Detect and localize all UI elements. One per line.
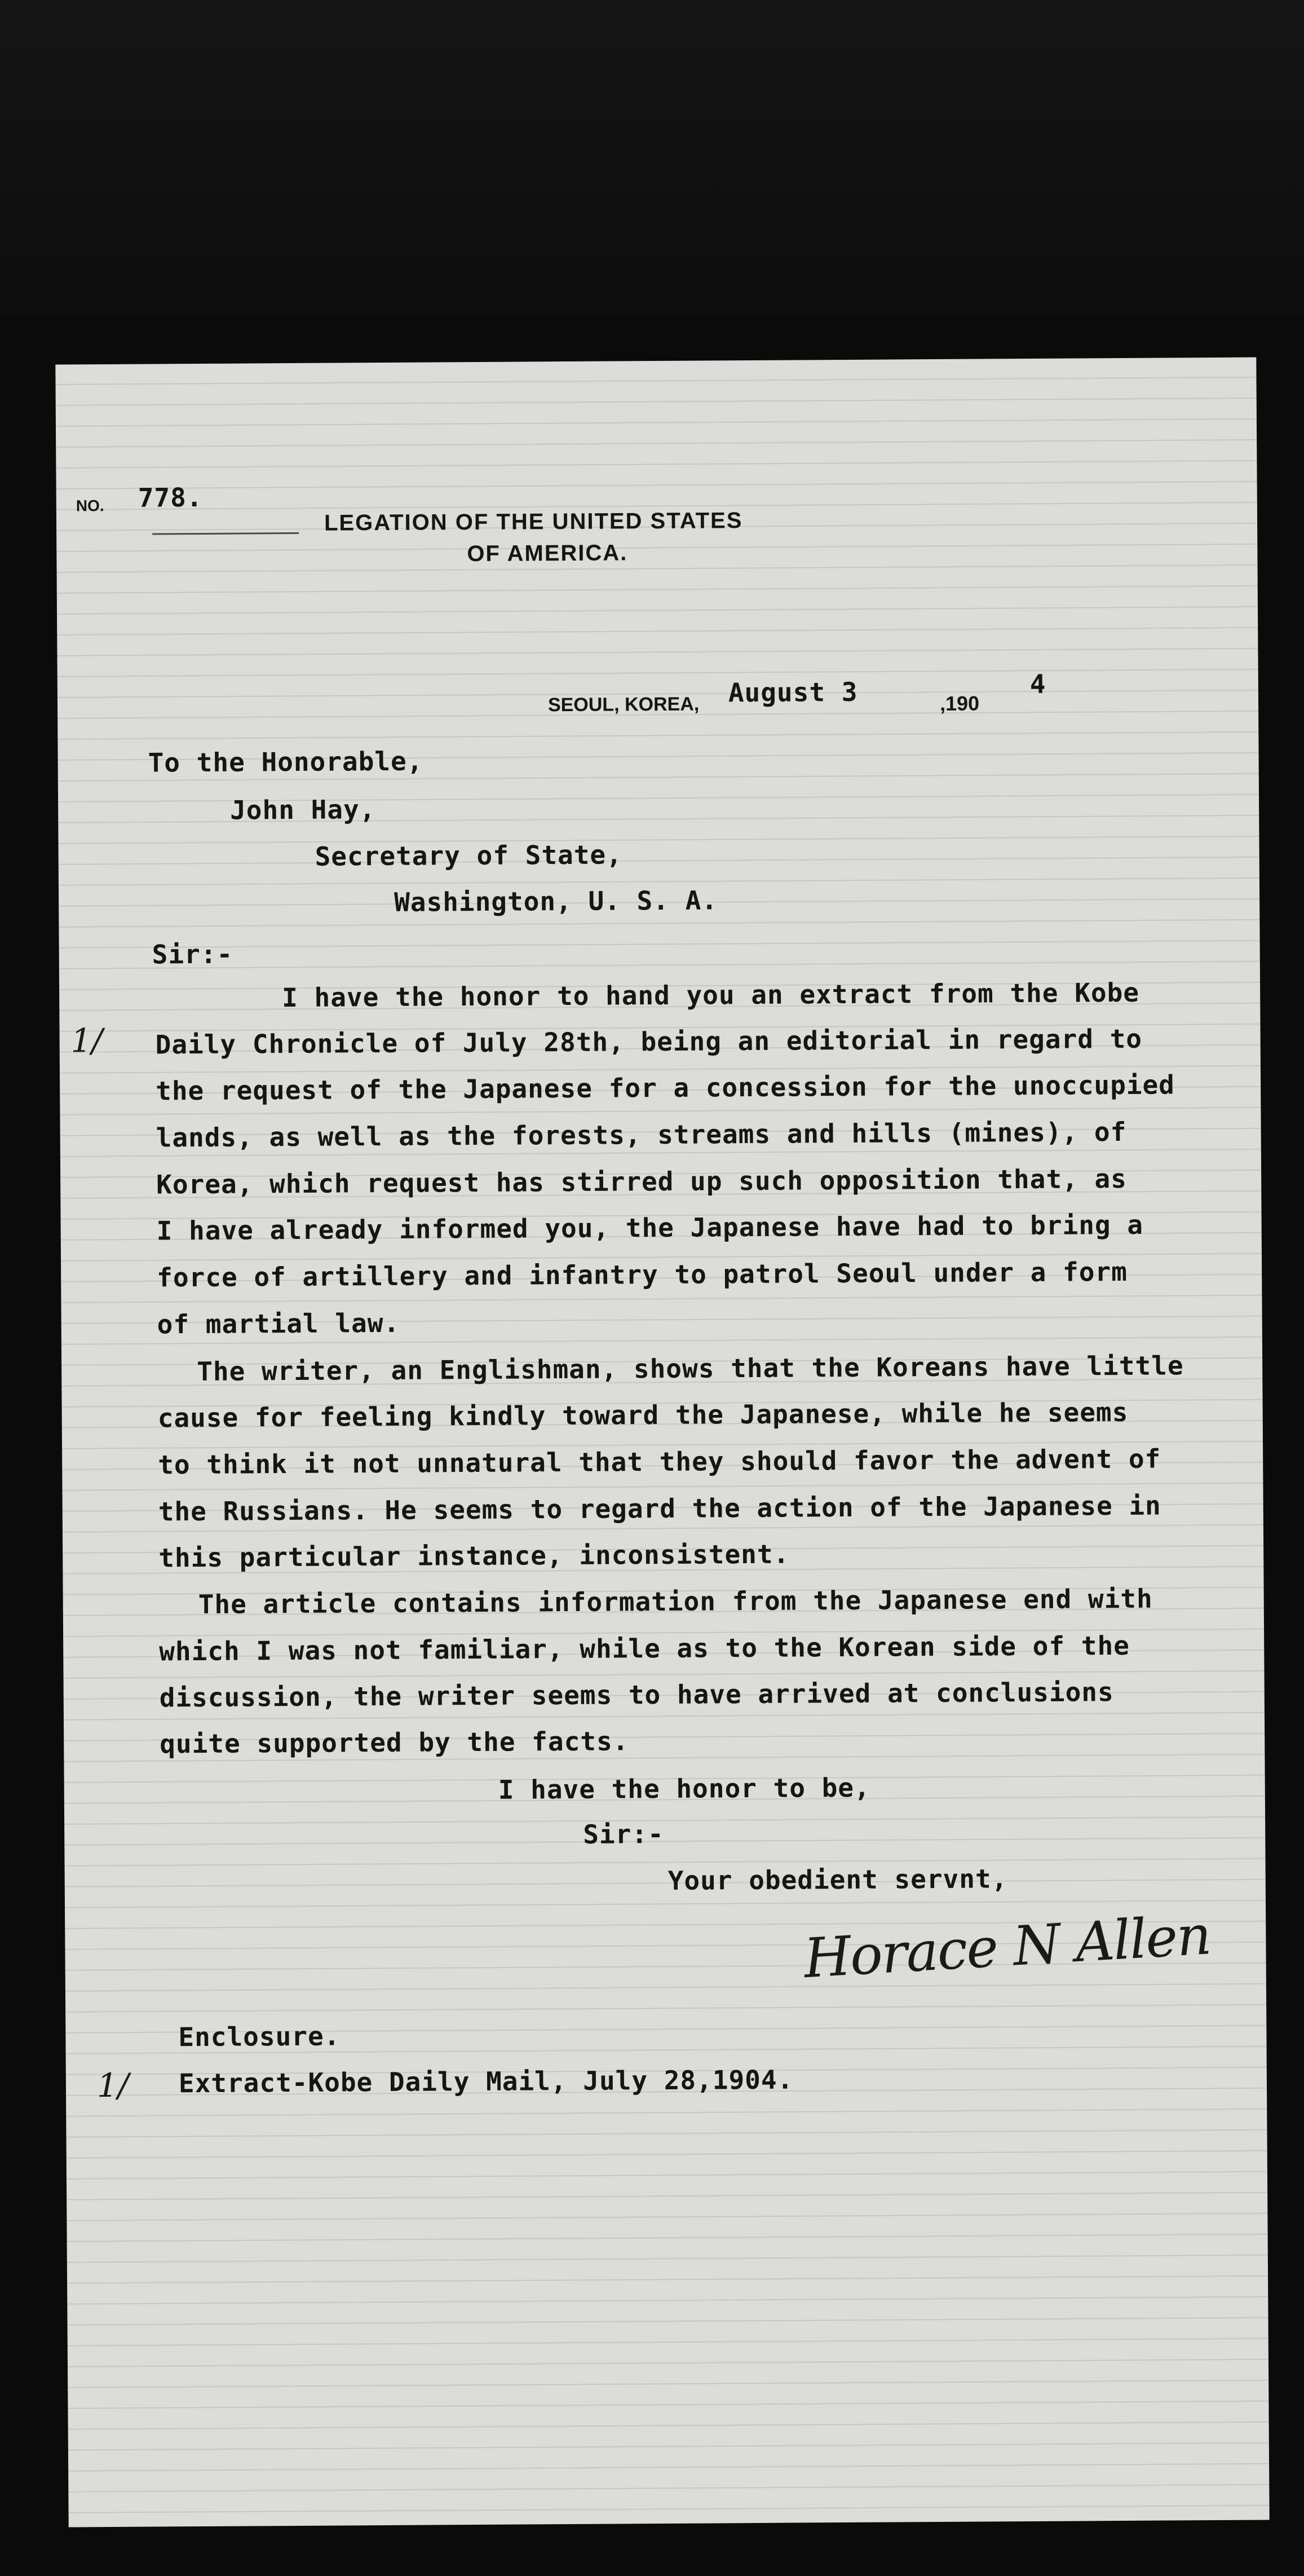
- letterhead-line-2: OF AMERICA.: [467, 540, 628, 567]
- enclosure-heading: Enclosure.: [178, 2021, 341, 2053]
- enclosure-item: Extract-Kobe Daily Mail, July 28,1904.: [178, 2064, 794, 2099]
- body-line: this particular instance, inconsistent.: [158, 1538, 790, 1573]
- body-line: of martial law.: [157, 1307, 400, 1340]
- closing-line-3: Your obedient servnt,: [668, 1863, 1008, 1896]
- signature: Horace N Allen: [802, 1903, 1212, 1991]
- letterhead-rule: [152, 532, 299, 535]
- film-border: [0, 0, 1304, 316]
- body-line: Daily Chronicle of July 28th, being an editorial in regard to: [155, 1023, 1143, 1060]
- body-line: I have already informed you, the Japanese have had to bring a: [156, 1209, 1144, 1246]
- greeting: Sir:-: [152, 938, 233, 970]
- letterhead-line-1: LEGATION OF THE UNITED STATES: [324, 508, 743, 536]
- body-line: Korea, which request has stirred up such opposition that, as: [156, 1163, 1127, 1200]
- dateline-date: August 3: [728, 676, 858, 708]
- address-name: John Hay,: [229, 794, 376, 826]
- margin-enclosure-mark: 1/: [70, 1021, 103, 1060]
- address-title: Secretary of State,: [315, 839, 623, 872]
- body-line: The article contains information from the Japanese end with: [198, 1583, 1153, 1620]
- dispatch-number-label: NO.: [76, 497, 104, 515]
- body-line: I have the honor to hand you an extract from the Kobe: [282, 977, 1140, 1013]
- body-line: quite supported by the facts.: [160, 1726, 629, 1759]
- address-city: Washington, U. S. A.: [394, 885, 718, 918]
- body-line: The writer, an Englishman, shows that the Koreans have little: [197, 1350, 1184, 1387]
- body-line: the Russians. He seems to regard the action of the Japanese in: [158, 1490, 1161, 1527]
- body-line: cause for feeling kindly toward the Japanese, while he seems: [157, 1396, 1129, 1433]
- body-line: which I was not familiar, while as to the Korean side of the: [159, 1630, 1130, 1667]
- body-line: lands, as well as the forests, streams and hills (mines), of: [156, 1116, 1127, 1153]
- address-salutation: To the Honorable,: [148, 746, 423, 778]
- closing-line-2: Sir:-: [583, 1818, 664, 1850]
- dateline-year-prefix: ,190: [939, 691, 980, 715]
- letter-page: [55, 358, 1269, 2528]
- body-line: the request of the Japanese for a concession for the unoccupied: [156, 1069, 1175, 1106]
- body-line: discussion, the writer seems to have arrived at conclusions: [159, 1677, 1114, 1713]
- dateline-place: SEOUL, KOREA,: [547, 693, 700, 716]
- dispatch-number: 778.: [138, 482, 203, 513]
- body-line: force of artillery and infantry to patrol Seoul under a form: [157, 1256, 1128, 1293]
- body-line: to think it not unnatural that they should favor the advent of: [158, 1443, 1161, 1480]
- enclosure-item-mark: 1/: [96, 2066, 129, 2105]
- dateline-year-suffix: 4: [1029, 668, 1046, 699]
- closing-line-1: I have the honor to be,: [498, 1772, 870, 1805]
